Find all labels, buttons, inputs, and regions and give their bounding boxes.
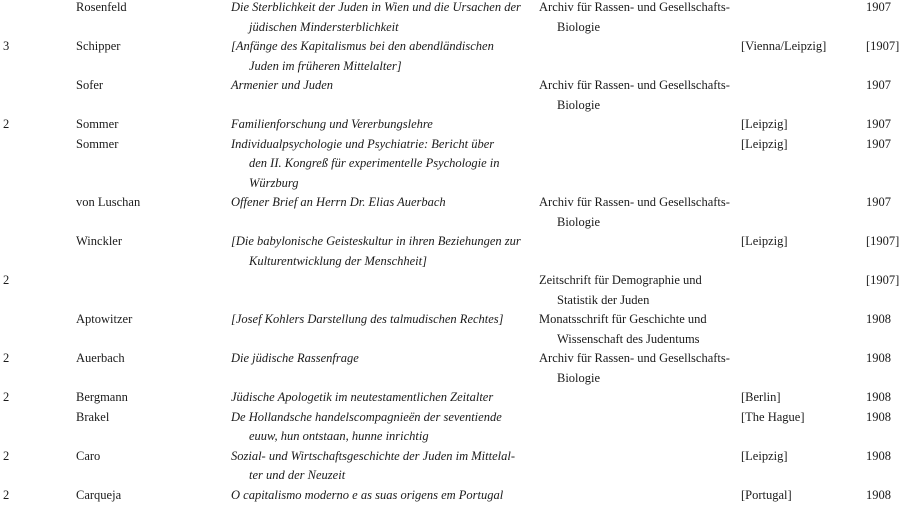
work-title-line: Armenier und Juden xyxy=(231,76,531,96)
author-name: Rosenfeld xyxy=(76,0,127,18)
publication-year: 1908 xyxy=(866,310,891,330)
journal-name xyxy=(539,193,739,232)
work-title-line: Würzburg xyxy=(231,174,531,194)
table-row xyxy=(0,310,900,349)
work-title-line: Sozial- und Wirtschaftsgeschichte der Juden im Mittelal- xyxy=(231,447,531,467)
work-title xyxy=(231,408,531,447)
entry-count: 2 xyxy=(3,486,9,505)
publication-year: [1907] xyxy=(866,232,899,252)
author-name: Aptowitzer xyxy=(76,310,132,330)
table-row xyxy=(0,388,900,408)
work-title-line: Die jüdische Rassenfrage xyxy=(231,349,531,369)
author-name: Bergmann xyxy=(76,388,128,408)
table-row xyxy=(0,271,900,310)
table-row xyxy=(0,349,900,388)
work-title-line: ter und der Neuzeit xyxy=(231,466,531,486)
entry-count: 2 xyxy=(3,349,9,369)
publication-place: [Portugal] xyxy=(741,486,792,505)
author-name: Sofer xyxy=(76,76,103,96)
publication-place: [The Hague] xyxy=(741,408,805,428)
publication-year: [1907] xyxy=(866,271,899,291)
publication-year: 1908 xyxy=(866,408,891,428)
publication-place: [Leipzig] xyxy=(741,115,788,135)
work-title xyxy=(231,37,531,76)
journal-name-line: Archiv für Rassen- und Gesellschafts- xyxy=(539,193,739,213)
entry-count: 2 xyxy=(3,271,9,291)
work-title-line: den II. Kongreß für experimentelle Psychologie in xyxy=(231,154,531,174)
author-name: Sommer xyxy=(76,135,118,155)
work-title-line: Familienforschung und Vererbungslehre xyxy=(231,115,531,135)
author-name: Carqueja xyxy=(76,486,121,505)
work-title xyxy=(231,232,531,271)
journal-name-line: Biologie xyxy=(539,96,739,116)
publication-year: [1907] xyxy=(866,37,899,57)
journal-name-line: Biologie xyxy=(539,369,739,389)
author-name: Brakel xyxy=(76,408,109,428)
author-name: Sommer xyxy=(76,115,118,135)
table-row xyxy=(0,447,900,486)
publication-place: [Leipzig] xyxy=(741,232,788,252)
publication-year: 1907 xyxy=(866,76,891,96)
publication-year: 1908 xyxy=(866,388,891,408)
publication-place: [Berlin] xyxy=(741,388,781,408)
work-title-line: O capitalismo moderno e as suas origens em Portugal xyxy=(231,486,531,505)
table-row xyxy=(0,232,900,271)
work-title xyxy=(231,115,531,135)
entry-count: 2 xyxy=(3,388,9,408)
table-row xyxy=(0,76,900,115)
work-title xyxy=(231,76,531,96)
work-title xyxy=(231,0,531,37)
work-title-line: [Josef Kohlers Darstellung des talmudischen Rechtes] xyxy=(231,310,531,330)
table-row xyxy=(0,193,900,232)
work-title xyxy=(231,349,531,369)
work-title-line: De Hollandsche handelscompagnieën der seventiende xyxy=(231,408,531,428)
entry-count: 2 xyxy=(3,447,9,467)
table-row xyxy=(0,408,900,447)
work-title xyxy=(231,486,531,505)
journal-name xyxy=(539,271,739,310)
journal-name-line: Archiv für Rassen- und Gesellschafts- xyxy=(539,349,739,369)
work-title xyxy=(231,193,531,213)
journal-name xyxy=(539,349,739,388)
table-row xyxy=(0,486,900,505)
work-title-line: euuw, hun ontstaan, hunne inrichtig xyxy=(231,427,531,447)
work-title-line: Kulturentwicklung der Menschheit] xyxy=(231,252,531,272)
entry-count: 2 xyxy=(3,115,9,135)
journal-name-line: Monatsschrift für Geschichte und xyxy=(539,310,739,330)
author-name: von Luschan xyxy=(76,193,140,213)
table-row xyxy=(0,0,900,37)
journal-name-line: Zeitschrift für Demographie und xyxy=(539,271,739,291)
publication-year: 1907 xyxy=(866,193,891,213)
work-title-line: [Anfänge des Kapitalismus bei den abendländischen xyxy=(231,37,531,57)
work-title-line: Die Sterblichkeit der Juden in Wien und die Ursachen der xyxy=(231,0,531,18)
work-title-line: Individualpsychologie und Psychiatrie: Bericht über xyxy=(231,135,531,155)
publication-place: [Leipzig] xyxy=(741,135,788,155)
work-title xyxy=(231,447,531,486)
journal-name xyxy=(539,310,739,349)
journal-name-line: Archiv für Rassen- und Gesellschafts- xyxy=(539,76,739,96)
publication-year: 1908 xyxy=(866,486,891,505)
table-row xyxy=(0,37,900,76)
journal-name-line: Biologie xyxy=(539,213,739,233)
publication-place: [Leipzig] xyxy=(741,447,788,467)
publication-year: 1907 xyxy=(866,115,891,135)
author-name: Auerbach xyxy=(76,349,125,369)
publication-year: 1908 xyxy=(866,447,891,467)
work-title xyxy=(231,135,531,194)
work-title-line: Jüdische Apologetik im neutestamentlichen Zeitalter xyxy=(231,388,531,408)
journal-name-line: Archiv für Rassen- und Gesellschafts- xyxy=(539,0,739,18)
journal-name-line: Biologie xyxy=(539,18,739,38)
work-title xyxy=(231,388,531,408)
publication-year: 1907 xyxy=(866,0,891,18)
work-title xyxy=(231,310,531,330)
publication-year: 1907 xyxy=(866,135,891,155)
entry-count: 3 xyxy=(3,37,9,57)
author-name: Caro xyxy=(76,447,100,467)
journal-name-line: Statistik der Juden xyxy=(539,291,739,311)
work-title-line: Juden im früheren Mittelalter] xyxy=(231,57,531,77)
work-title-line: [Die babylonische Geisteskultur in ihren Beziehungen zur xyxy=(231,232,531,252)
table-row xyxy=(0,135,900,194)
author-name: Schipper xyxy=(76,37,120,57)
work-title-line: Offener Brief an Herrn Dr. Elias Auerbach xyxy=(231,193,531,213)
journal-name xyxy=(539,0,739,37)
work-title-line: jüdischen Mindersterblichkeit xyxy=(231,18,531,38)
author-name: Winckler xyxy=(76,232,122,252)
journal-name xyxy=(539,76,739,115)
publication-year: 1908 xyxy=(866,349,891,369)
journal-name-line: Wissenschaft des Judentums xyxy=(539,330,739,350)
publication-place: [Vienna/Leipzig] xyxy=(741,37,826,57)
table-row xyxy=(0,115,900,135)
